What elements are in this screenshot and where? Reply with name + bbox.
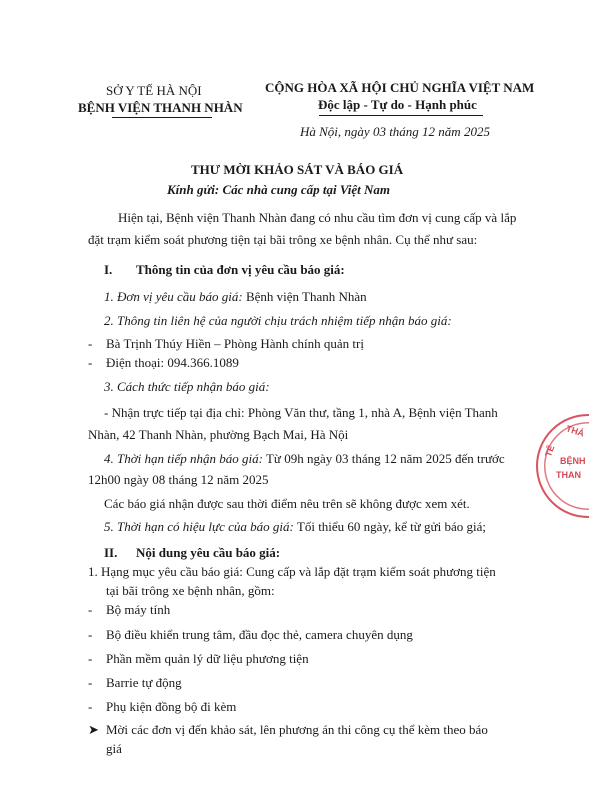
list-item: Bộ điều khiển trung tâm, đầu đọc thẻ, camera chuyên dụng: [106, 627, 413, 642]
hospital-name: BỆNH VIỆN THANH NHÀN: [78, 100, 243, 115]
list-item: Phần mềm quản lý dữ liệu phương tiện: [106, 651, 309, 666]
section-1-heading: Thông tin của đơn vị yêu cầu báo giá:: [136, 262, 345, 277]
requester-row: [104, 289, 367, 305]
section-1-number: I.: [104, 262, 113, 277]
scope-line-2: tại bãi trông xe bệnh nhân, gồm:: [106, 583, 275, 598]
stamp-top-text: THẢ: [564, 423, 586, 439]
arrow-bullet-icon: ➤: [88, 722, 99, 737]
stamp-mid-text-2: THAN: [556, 470, 581, 480]
list-item: Bộ máy tính: [106, 602, 171, 617]
requester-value: Bệnh viện Thanh Nhàn: [242, 289, 367, 304]
validity-label: 5. Thời hạn có hiệu lực của báo giá:: [104, 519, 294, 534]
validity-row: [104, 519, 486, 535]
document-date: Hà Nội, ngày 03 tháng 12 năm 2025: [300, 124, 490, 139]
dash-bullet: -: [88, 651, 93, 666]
contact-label: 2. Thông tin liên hệ của người chịu trách nhiệm tiếp nhận báo giá:: [104, 313, 452, 328]
survey-invitation-line-1: Mời các đơn vị đến khảo sát, lên phương án thi công cụ thể kèm theo báo: [106, 722, 488, 737]
dash-bullet: -: [88, 355, 93, 370]
requester-label: 1. Đơn vị yêu cầu báo giá:: [104, 289, 243, 304]
list-item: Barrie tự động: [106, 675, 182, 690]
hospital-name-underline: [112, 117, 212, 118]
red-seal-stamp: [536, 414, 589, 518]
deadline-row: [104, 451, 505, 467]
validity-value: Tối thiểu 60 ngày, kể từ gửi báo giá;: [293, 519, 486, 534]
late-submission-note: Các báo giá nhận được sau thời điểm nêu trên sẽ không được xem xét.: [104, 496, 470, 511]
contact-name: Bà Trịnh Thúy Hiền – Phòng Hành chính quản trị: [106, 336, 364, 351]
intro-line-2: đặt trạm kiểm soát phương tiện tại bãi trông xe bệnh nhân. Cụ thể như sau:: [88, 232, 478, 247]
stamp-left-text: TẾ: [543, 443, 557, 459]
contact-phone: Điện thoại: 094.366.1089: [106, 355, 239, 370]
motto-underline: [319, 115, 483, 116]
national-title: CỘNG HÒA XÃ HỘI CHỦ NGHĨA VIỆT NAM: [265, 80, 535, 95]
national-motto: Độc lập - Tự do - Hạnh phúc: [318, 97, 477, 112]
department-name: SỞ Y TẾ HÀ NỘI: [106, 83, 202, 98]
greeting: Kính gửi: Các nhà cung cấp tại Việt Nam: [167, 182, 391, 197]
intro-line-1: Hiện tại, Bệnh viện Thanh Nhàn đang có nhu cầu tìm đơn vị cung cấp và lắp: [118, 210, 517, 225]
dash-bullet: -: [88, 699, 93, 714]
section-2-number: II.: [104, 545, 118, 560]
section-2-heading: Nội dung yêu cầu báo giá:: [136, 545, 281, 560]
list-item: Phụ kiện đồng bộ đi kèm: [106, 699, 237, 714]
dash-bullet: -: [88, 627, 93, 642]
receipt-method-label: 3. Cách thức tiếp nhận báo giá:: [104, 379, 270, 394]
deadline-value: Từ 09h ngày 03 tháng 12 năm 2025 đến trước: [262, 451, 505, 466]
dash-bullet: -: [88, 336, 93, 351]
dash-bullet: -: [88, 602, 93, 617]
scope-line-1: 1. Hạng mục yêu cầu báo giá: Cung cấp và lắp đặt trạm kiểm soát phương tiện: [88, 564, 496, 579]
stamp-mid-text-1: BỆNH: [560, 456, 586, 466]
deadline-label: 4. Thời hạn tiếp nhận báo giá:: [104, 451, 263, 466]
receipt-address-line-1: - Nhận trực tiếp tại địa chỉ: Phòng Văn thư, tầng 1, nhà A, Bệnh viện Thanh: [104, 405, 498, 420]
dash-bullet: -: [88, 675, 93, 690]
receipt-address-line-2: Nhàn, 42 Thanh Nhàn, phường Bạch Mai, Hà Nội: [88, 427, 349, 442]
deadline-line-2: 12h00 ngày 08 tháng 12 năm 2025: [88, 472, 269, 487]
survey-invitation-line-2: giá: [106, 741, 122, 756]
document-title: THƯ MỜI KHẢO SÁT VÀ BÁO GIÁ: [191, 162, 404, 177]
